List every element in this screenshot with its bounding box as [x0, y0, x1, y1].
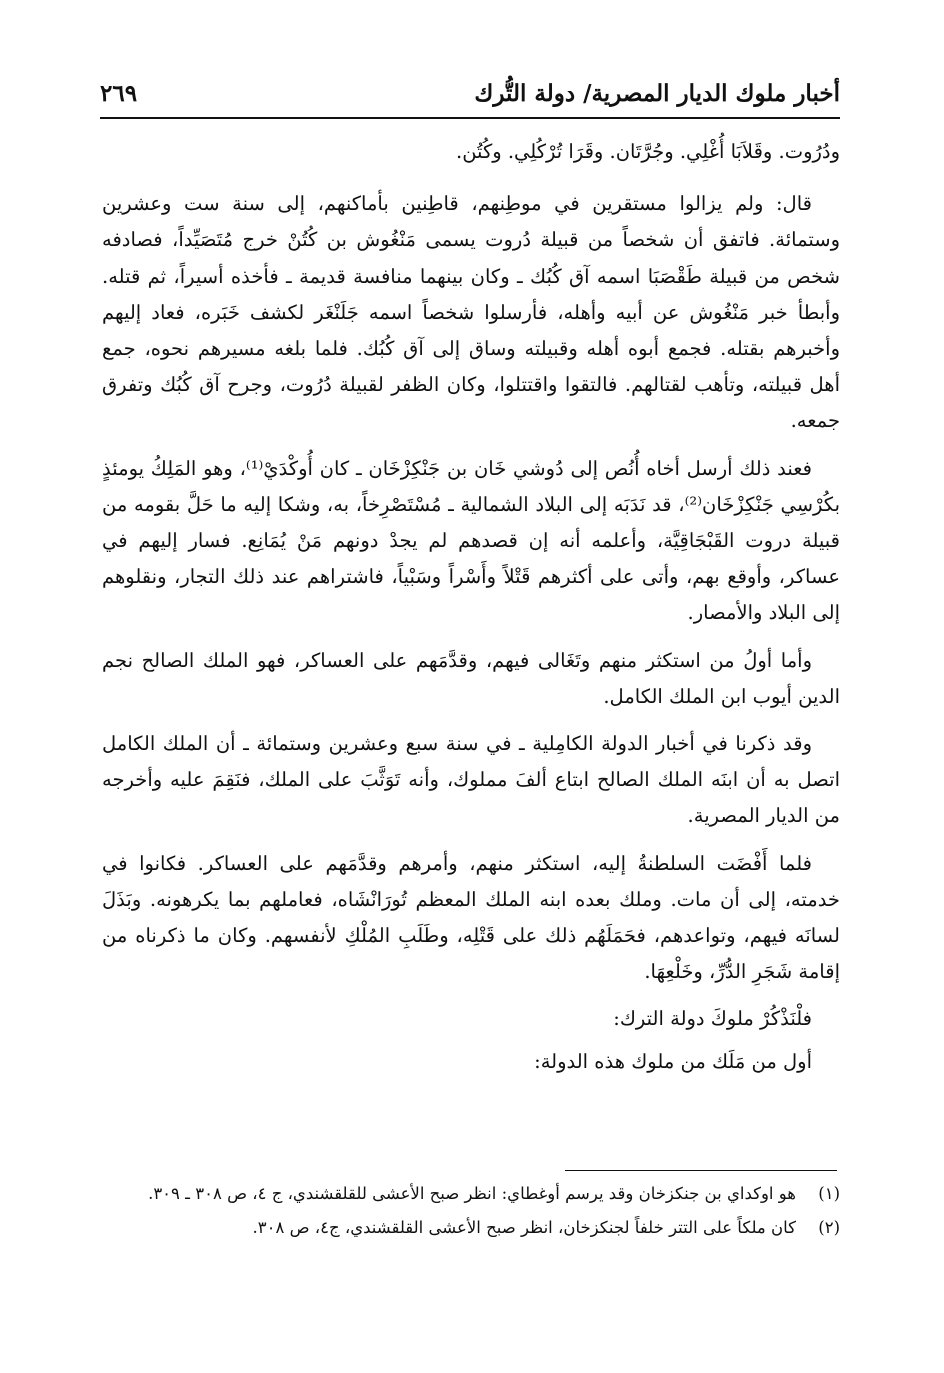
- paragraph: ودُرُوت. وقَلاَبَا أُغْلِي. وجُرَّتَان. وقَرَا تُرْكُلِي. وكُتُن.: [456, 140, 840, 163]
- header-rule: [100, 117, 840, 119]
- footnote-number: (٢): [818, 1218, 840, 1237]
- footnotes: [102, 1180, 840, 1248]
- running-title: أخبار ملوك الديار المصرية/ دولة التُّرك: [474, 80, 840, 107]
- section-heading: أول من مَلَك من ملوك هذه الدولة:: [534, 1049, 812, 1073]
- footnote: [102, 1214, 840, 1242]
- paragraph: وأما أولُ من استكثر منهم وتَغَالى فيهم، وقدَّمَهم على العساكر، فهو الملك الصالح نجم الدين أيوب ابن الملك الكامل.: [102, 648, 840, 708]
- paragraph: فعند ذلك أرسل أخاه أُنُص إلى دُوشي خَان بن جَنْكِزْخَان ـ كان أُوكْدَيْ⁽¹⁾، وهو المَلِكُ يومئذٍ بكُرْسِي جَنْكِزْخَان⁽²⁾، قد نَدَبَه إلى البلاد الشمالية ـ مُسْتَصْرِخاً، به، وشكا إليه ما حَلَّ بقومه من قبيلة دروت القَبْجَاقِيَّة، وأعلمه أنه إن قصدهم لم يجدْ دونهم مَنْ يُمَانِع. فسار إليهم في عساكر، وأوقع بهم، وأتى على أكثرهم قَتْلاً وأَسْراً وسَبْياً، فاشتراهم عند ذلك التجار، ونقلوهم إلى البلاد والأمصار.: [102, 456, 840, 625]
- paragraph: وقد ذكرنا في أخبار الدولة الكامِلية ـ في سنة سبع وعشرين وستمائة ـ أن الملك الكامل اتصل به أن ابنَه الملك الصالح ابتاع ألفَ مملوك، وأنه تَوَثَّبَ على الملك، فنَقِمَ عليه وأخرجه من الديار المصرية.: [102, 732, 840, 828]
- paragraph: فلما أَفْضَت السلطنةُ إليه، استكثر منهم، وأمرهم وقدَّمَهم على العساكر. فكانوا في خدمته، إلى أن مات. وملك بعده ابنه الملك المعظم تُورَانْشَاه، فعاملهم بما يكرهونه. وبَذَلَ لسانَه فيهم، وتواعدهم، فحَمَلَهُم ذلك على قَتْلِه، وطَلَبِ المُلْكِ لأنفسهم. وكان ما ذكرناه من إقامة شَجَرِ الدُّرِّ، وخَلْعِهَا.: [102, 851, 840, 984]
- section-heading: فلْنَذْكُرْ ملوكَ دولة الترك:: [613, 1007, 812, 1031]
- paragraph: قال: ولم يزالوا مستقرين في موطِنهم، قاطِنين بأماكنهم، إلى سنة ست وعشرين وستمائة. فاتفق أن شخصاً من قبيلة دُروت يسمى مَنْغُوش بن كُتُنْ خرج مُتَصَيِّداً، فصادفه شخص من قبيلة طَقْصَبَا اسمه آق كُبُك ـ وكان بينهما منافسة قديمة ـ فأخذه أسيراً، ثم قتله. وأبطأ خبر مَنْغُوش عن أبيه وأهله، فأرسلوا شخصاً اسمه جَلَنْغَر لكشف خَبَره، فعاد إليهم وأخبرهم بقتله. فجمع أبوه أهله وقبيلته وساق إلى آق كُبُك. فلما بلغه مسيرهم نحوه، جمع أهل قبيلته، وتأهب لقتالهم. فالتقوا واقتتلوا، وكان الظفر لقبيلة دُرُوت، وجرح آق كُبُك وتفرق جمعه.: [102, 192, 840, 433]
- page-number: ٢٦٩: [100, 80, 138, 107]
- footnote-number: (١): [818, 1184, 840, 1203]
- footnote-text: كان ملكاً على التتر خلفاً لجنكزخان، انظر صبح الأعشى القلقشندي، ج٤، ص ٣٠٨.: [252, 1218, 796, 1237]
- footnote-text: هو اوكداي بن جنكزخان وقد يرسم أوغطاي: انظر صبح الأعشى للقلقشندي، ج ٤، ص ٣٠٨ ـ ٣٠٩.: [148, 1184, 796, 1203]
- footnote: [102, 1180, 840, 1208]
- footnote-rule: [565, 1170, 837, 1171]
- body-text: [102, 134, 840, 1086]
- running-header: [100, 80, 840, 114]
